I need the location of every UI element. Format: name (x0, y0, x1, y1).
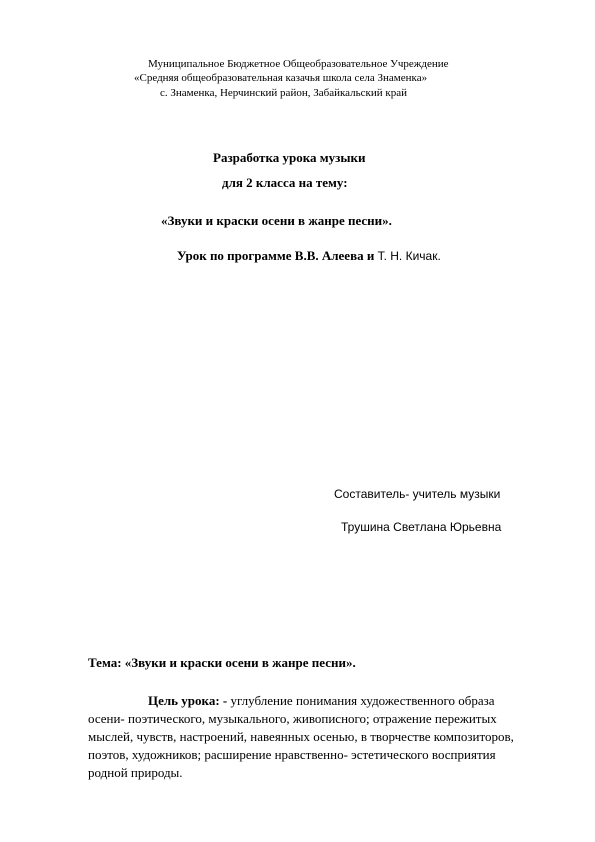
goal-line-3: мыслей, чувств, настроений, навеянных осенью, в творчестве композиторов, (88, 729, 514, 744)
lesson-theme: Тема: «Звуки и краски осени в жанре песни». (88, 655, 356, 670)
goal-line-4: поэтов, художников; расширение нравственно- эстетического восприятия (88, 747, 496, 762)
program-author: Т. Н. Кичак. (377, 249, 441, 263)
goal-line-1 (148, 693, 495, 709)
program-label: Урок по программе В.В. Алеева и (177, 248, 378, 263)
author-name: Трушина Светлана Юрьевна (341, 520, 502, 534)
goal-text-start: углубление понимания художественного образа (230, 693, 495, 708)
program-line (177, 248, 441, 264)
school-name-line: Муниципальное Бюджетное Общеобразовательное Учреждение (148, 58, 449, 70)
goal-line-5: родной природы. (88, 765, 183, 780)
school-type-line: «Средняя общеобразовательная казачья школа села Знаменка» (134, 72, 428, 84)
author-role: Составитель- учитель музыки (334, 487, 501, 501)
document-subtitle: для 2 класса на тему: (222, 175, 348, 190)
document-title: Разработка урока музыки (213, 150, 366, 165)
lesson-topic: «Звуки и краски осени в жанре песни». (161, 213, 392, 228)
goal-line-2: осени- поэтического, музыкального, живописного; отражение пережитых (88, 711, 497, 726)
school-address-line: с. Знаменка, Нерчинский район, Забайкальский край (160, 87, 408, 99)
goal-label: Цель урока: - (148, 693, 231, 708)
